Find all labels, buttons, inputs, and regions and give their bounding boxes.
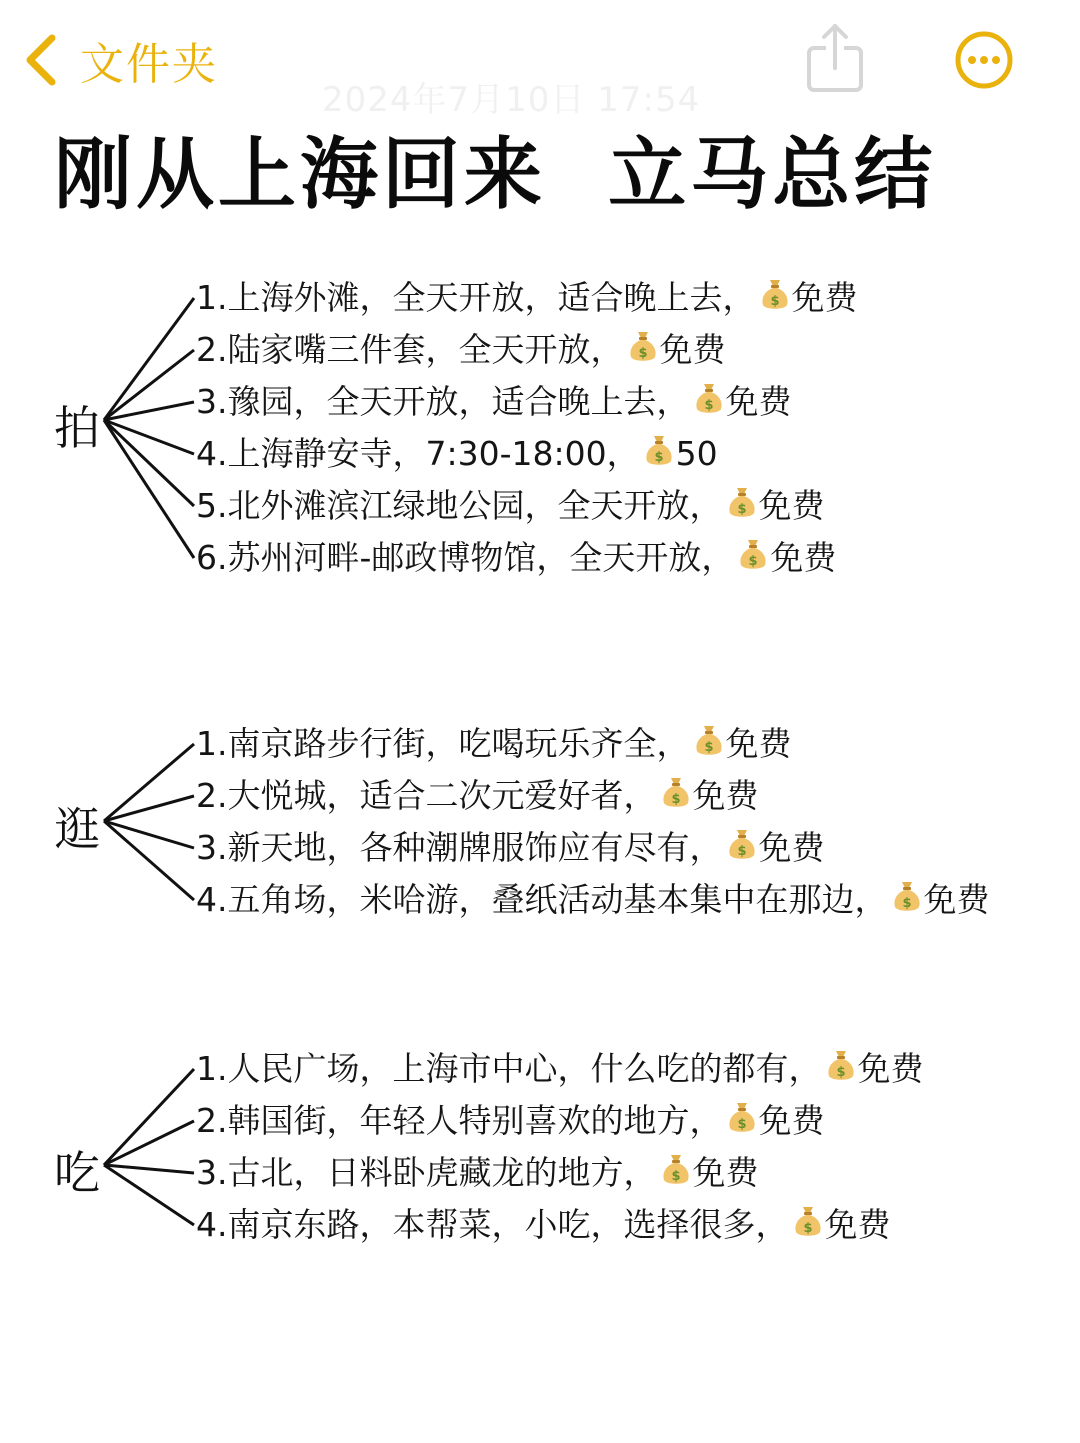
nav-bar [0, 0, 1080, 120]
money-bag-icon [760, 274, 790, 326]
category-label: 拍 [54, 401, 100, 455]
svg-text:$: $ [901, 896, 912, 911]
svg-text:$: $ [637, 346, 648, 361]
list-item: 3.古北，日料卧虎藏龙的地方， $ 免费 [196, 1147, 924, 1199]
category-label: 逛 [54, 802, 100, 856]
list-item: 5.北外滩滨江绿地公园，全天开放， $ 免费 [196, 480, 858, 532]
money-bag-icon [727, 1097, 757, 1149]
branch-line [104, 420, 194, 506]
note-timestamp: 2024年7月10日 17:54 [322, 80, 701, 120]
money-bag-icon [661, 1149, 691, 1201]
share-icon[interactable] [806, 22, 864, 94]
branch-line [104, 1165, 194, 1173]
money-bag-icon [661, 772, 691, 824]
chevron-left-icon [22, 32, 60, 88]
branch-line [104, 1069, 194, 1165]
more-icon[interactable] [954, 30, 1014, 90]
item-list [196, 718, 990, 926]
back-button[interactable] [22, 30, 218, 90]
branch-line [104, 420, 194, 558]
list-item: 4.南京东路，本帮菜，小吃，选择很多， $ 免费 [196, 1199, 924, 1251]
money-bag-icon [644, 430, 674, 482]
list-item: 3.新天地，各种潮牌服饰应有尽有， $ 免费 [196, 822, 990, 874]
money-bag-icon [727, 482, 757, 534]
svg-text:$: $ [769, 294, 780, 309]
back-label: 文件夹 [80, 39, 218, 90]
list-item: 2.韩国街，年轻人特别喜欢的地方， $ 免费 [196, 1095, 924, 1147]
svg-text:$: $ [670, 1169, 681, 1184]
money-bag-icon [694, 720, 724, 772]
list-item: 3.豫园，全天开放，适合晚上去， $ 免费 [196, 376, 858, 428]
branch-line [104, 420, 194, 454]
svg-text:$: $ [736, 844, 747, 859]
money-bag-icon [694, 378, 724, 430]
svg-text:$: $ [835, 1065, 846, 1080]
list-item: 2.大悦城，适合二次元爱好者， $ 免费 [196, 770, 990, 822]
branch-line [104, 821, 194, 900]
branch-line [104, 1121, 194, 1165]
svg-text:$: $ [736, 502, 747, 517]
list-item: 4.上海静安寺，7:30-18:00， $ 50 [196, 428, 858, 480]
item-list [196, 272, 858, 584]
money-bag-icon [628, 326, 658, 378]
branch-lines [0, 272, 220, 592]
money-bag-icon [738, 534, 768, 586]
svg-text:$: $ [654, 450, 664, 465]
money-bag-icon [892, 876, 922, 928]
branch-lines [0, 718, 220, 938]
list-item: 4.五角场，米哈游，叠纸活动基本集中在那边， $ 免费 [196, 874, 990, 926]
svg-text:$: $ [736, 1117, 747, 1132]
list-item: 1.南京路步行街，吃喝玩乐齐全， $ 免费 [196, 718, 990, 770]
branch-line [104, 1165, 194, 1225]
list-item: 6.苏州河畔-邮政博物馆，全天开放， $ 免费 [196, 532, 858, 584]
item-list [196, 1043, 924, 1251]
category-label: 吃 [54, 1146, 100, 1200]
svg-text:$: $ [703, 740, 714, 755]
money-bag-icon [826, 1045, 856, 1097]
list-item: 2.陆家嘴三件套，全天开放， $ 免费 [196, 324, 858, 376]
svg-text:$: $ [748, 554, 758, 569]
svg-text:$: $ [703, 398, 714, 413]
page-title: 刚从上海回来 立马总结 [54, 130, 937, 220]
money-bag-icon [793, 1201, 823, 1253]
branch-lines [0, 1043, 220, 1263]
list-item: 1.上海外滩，全天开放，适合晚上去， $ 免费 [196, 272, 858, 324]
svg-text:$: $ [802, 1221, 813, 1236]
list-item: 1.人民广场，上海市中心，什么吃的都有， $ 免费 [196, 1043, 924, 1095]
svg-text:$: $ [670, 792, 681, 807]
money-bag-icon [727, 824, 757, 876]
